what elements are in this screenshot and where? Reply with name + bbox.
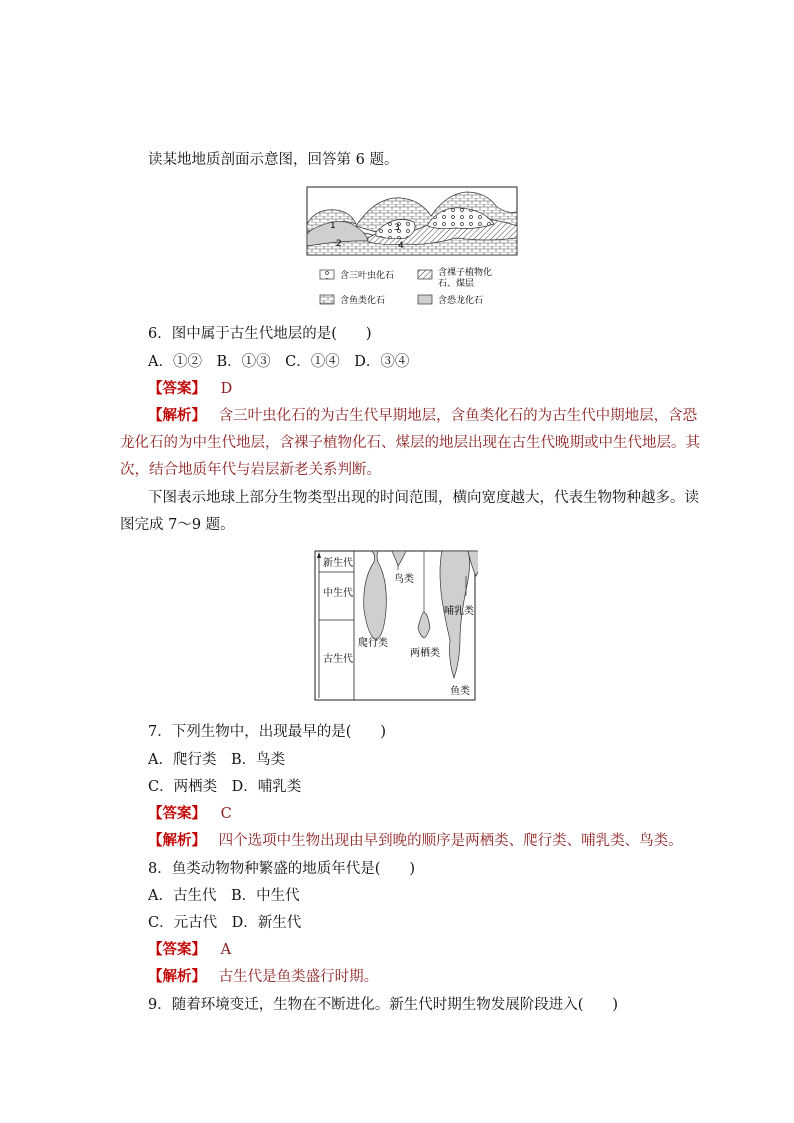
answer-value: A xyxy=(220,942,232,958)
q8-analysis: 【解析】 古生代是鱼类盛行时期。 xyxy=(148,968,379,985)
legend-swatch-gymnosperm xyxy=(418,270,432,279)
q6-stem: 6．图中属于古生代地层的是( ) xyxy=(148,326,372,342)
intro-q7-9-line-1: 下图表示地球上部分生物类型出现的时间范围，横向宽度越大，代表生物物种越多。读 xyxy=(148,490,699,506)
answer-tag: 【答案】 xyxy=(148,805,206,822)
label-reptiles: 爬行类 xyxy=(358,638,388,649)
era-mesozoic: 中生代 xyxy=(323,588,353,599)
label-birds: 鸟类 xyxy=(394,574,414,585)
q7-options-2: C．两栖类 D．哺乳类 xyxy=(148,779,302,795)
answer-tag: 【答案】 xyxy=(148,941,206,958)
layer-label-2: 2 xyxy=(336,239,342,249)
q6-analysis-line-3: 次，结合地质年代与岩层新老关系判断。 xyxy=(120,462,381,478)
layer-label-4: 4 xyxy=(398,241,404,251)
q7-analysis: 【解析】 四个选项中生物出现由早到晚的顺序是两栖类、爬行类、哺乳类、鸟类。 xyxy=(148,832,683,849)
label-mammals: 哺乳类 xyxy=(444,606,474,617)
q6-options: A．①② B．①③ C．①④ D．③④ xyxy=(148,354,410,370)
q6-analysis-line-2: 龙化石的为中生代地层，含裸子植物化石、煤层的地层出现在古生代晚期或中生代地层。其 xyxy=(120,435,700,451)
q8-stem: 8．鱼类动物物种繁盛的地质年代是( ) xyxy=(148,861,416,877)
analysis-tag: 【解析】 xyxy=(148,968,206,985)
answer-value: D xyxy=(220,381,233,397)
legend-label-dinosaur: 含恐龙化石 xyxy=(438,296,484,306)
era-cenozoic: 新生代 xyxy=(323,558,353,569)
layer-label-1: 1 xyxy=(330,221,336,231)
q8-options-1: A．古生代 B．中生代 xyxy=(148,888,300,904)
geologic-section-figure xyxy=(306,186,522,310)
legend-swatch-trilobite xyxy=(320,270,334,279)
era-paleozoic: 古生代 xyxy=(323,654,353,665)
q6-answer xyxy=(148,379,232,399)
legend-label-fish: 含鱼类化石 xyxy=(340,296,386,306)
label-fish: 鱼类 xyxy=(450,686,470,697)
answer-value: C xyxy=(220,806,232,822)
q6-analysis-line-1: 【解析】 含三叶虫化石的为古生代早期地层，含鱼类化石的为古生代中期地层，含恐 xyxy=(148,407,698,424)
legend-label-gymnosperm-2: 石、煤层 xyxy=(438,279,475,289)
q7-stem: 7．下列生物中，出现最早的是( ) xyxy=(148,724,387,740)
q9-stem: 9．随着环境变迁，生物在不断进化。新生代时期生物发展阶段进入( ) xyxy=(148,997,619,1013)
organism-range-figure xyxy=(314,550,478,702)
legend-label-gymnosperm-1: 含裸子植物化 xyxy=(438,268,493,278)
layer-label-3: 3 xyxy=(394,223,400,233)
legend-swatch-fish xyxy=(320,295,334,304)
analysis-tag: 【解析】 xyxy=(148,832,206,849)
label-amphibians: 两栖类 xyxy=(410,648,440,659)
q7-answer xyxy=(148,804,232,824)
analysis-tag: 【解析】 xyxy=(148,407,206,424)
intro-q7-9-line-2: 图完成 7～9 题。 xyxy=(120,517,235,533)
q8-answer xyxy=(148,940,231,960)
answer-tag: 【答案】 xyxy=(148,380,206,397)
legend-swatch-dinosaur xyxy=(418,295,432,304)
intro-q6: 读某地地质剖面示意图，回答第 6 题。 xyxy=(148,152,399,168)
legend-label-trilobite: 含三叶虫化石 xyxy=(340,271,395,281)
q8-options-2: C．元古代 D．新生代 xyxy=(148,915,302,931)
q7-options-1: A．爬行类 B．鸟类 xyxy=(148,752,286,768)
